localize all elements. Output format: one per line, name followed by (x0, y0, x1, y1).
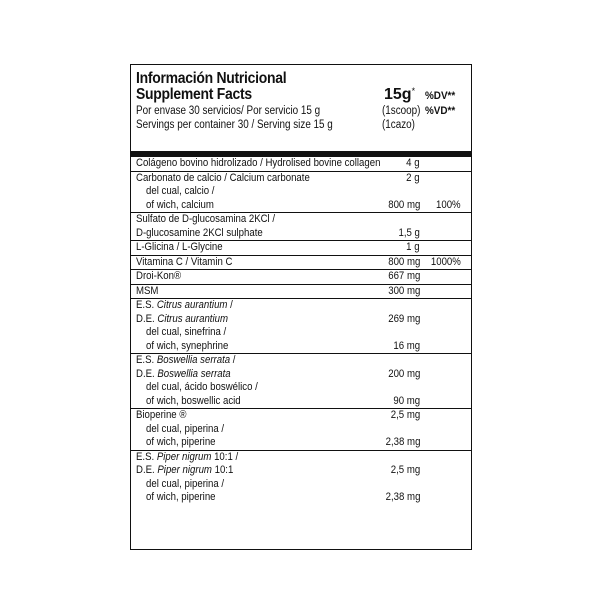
nutrient-label: of wich, calcium (146, 198, 214, 211)
title-english: Supplement Facts (136, 86, 252, 103)
nutrient-line (131, 227, 471, 241)
servings-spanish: Por envase 30 servicios/ Por servicio 15 g (136, 105, 321, 117)
label-prefix: D.E. (136, 367, 158, 380)
nutrient-line (131, 381, 471, 395)
nutrient-line (131, 478, 471, 492)
nutrient-line (131, 326, 471, 340)
nutrient-amount: 2,5 mg (390, 409, 420, 421)
scoop-english: (1scoop) (382, 105, 421, 117)
nutrient-amount: 2 g (406, 171, 420, 184)
label-suffix: 10:1 (211, 464, 234, 476)
nutrient-label: del cual, sinefrina / (146, 326, 227, 338)
supplement-facts-panel (130, 64, 472, 550)
nutrient-label: del cual, calcio / (146, 185, 215, 197)
nutrient-label (136, 368, 231, 382)
nutrient-label: del cual, piperina / (146, 422, 225, 435)
nutrient-label: Bioperine ® (136, 409, 187, 421)
nutrient-daily-value: 100% (436, 198, 461, 211)
nutrient-amount: 800 mg (387, 198, 420, 211)
label-species: Citrus aurantium (156, 299, 228, 311)
nutrient-label (136, 299, 233, 313)
nutrient-amount: 2,38 mg (385, 436, 420, 448)
serving-mark: * (411, 86, 416, 96)
nutrient-line (131, 354, 471, 368)
label-suffix: / (227, 299, 233, 311)
nutrient-label (136, 313, 228, 327)
nutrient-line (131, 313, 471, 327)
label-species: Boswellia serrata (157, 367, 231, 380)
nutrient-line (131, 464, 471, 478)
nutrient-amount: 2,5 mg (390, 464, 420, 476)
dv-header-english: %DV** (425, 90, 456, 102)
nutrient-line (131, 213, 471, 227)
nutrient-label: of wich, piperine (146, 436, 216, 448)
nutrient-label: of wich, boswellic acid (146, 394, 241, 407)
nutrient-amount: 300 mg (387, 284, 420, 297)
label-prefix: E.S. (136, 450, 157, 463)
serving-amount-value: 15g (384, 86, 412, 103)
label-species: Boswellia serrata (156, 354, 231, 366)
nutrient-line (131, 451, 471, 465)
nutrient-line (131, 436, 471, 450)
nutrient-amount: 2,38 mg (385, 491, 420, 503)
label-prefix: D.E. (136, 312, 158, 325)
nutrient-label: Droi-Kon® (136, 270, 182, 282)
nutrient-label: Vitamina C / Vitamin C (136, 255, 233, 268)
nutrient-amount: 1,5 g (398, 226, 420, 239)
nutrient-amount: 200 mg (387, 367, 420, 380)
nutrient-label: Carbonato de calcio / Calcium carbonate (136, 171, 310, 184)
nutrient-table (131, 157, 471, 505)
servings-english: Servings per container 30 / Serving size 15 g (136, 119, 333, 131)
scoop-spanish: (1cazo) (382, 119, 415, 131)
nutrient-row (131, 241, 471, 256)
nutrient-amount: 1 g (406, 241, 420, 253)
nutrient-label: MSM (136, 284, 159, 297)
nutrient-amount: 667 mg (387, 270, 420, 282)
nutrient-line (131, 172, 471, 186)
nutrient-row (131, 299, 471, 354)
nutrient-label: Colágeno bovino hidrolizado / Hydrolised bovine collagen (136, 157, 381, 169)
label-suffix: / (230, 354, 236, 366)
nutrient-label: of wich, synephrine (146, 339, 229, 352)
nutrient-label: L-Glicina / L-Glycine (136, 241, 223, 253)
nutrient-label: of wich, piperine (146, 491, 216, 503)
nutrient-line (131, 423, 471, 437)
nutrient-row (131, 285, 471, 300)
nutrient-row (131, 172, 471, 214)
nutrient-row (131, 409, 471, 451)
nutrient-line (131, 491, 471, 505)
nutrient-amount: 16 mg (393, 339, 420, 352)
label-prefix: E.S. (136, 354, 157, 366)
nutrient-amount: 269 mg (387, 312, 420, 325)
nutrient-line (131, 409, 471, 423)
label-prefix: D.E. (136, 464, 158, 476)
nutrient-row (131, 270, 471, 285)
nutrient-amount: 800 mg (387, 255, 420, 268)
label-species: Piper nigrum (156, 450, 212, 463)
nutrient-row (131, 256, 471, 271)
serving-amount (384, 87, 415, 103)
nutrient-amount: 4 g (406, 157, 420, 169)
nutrient-line (131, 299, 471, 313)
label-prefix: E.S. (136, 299, 157, 311)
nutrient-label (136, 464, 233, 478)
nutrient-line (131, 199, 471, 213)
dv-header-spanish: %VD** (425, 105, 456, 117)
nutrient-line (131, 270, 471, 284)
nutrient-line (131, 285, 471, 299)
nutrient-label: del cual, piperina / (146, 477, 225, 490)
nutrient-line (131, 395, 471, 409)
nutrient-row (131, 354, 471, 409)
nutrient-label: Sulfato de D-glucosamina 2KCl / (136, 213, 276, 225)
label-suffix: 10:1 / (211, 450, 239, 463)
nutrient-row (131, 451, 471, 505)
nutrient-amount: 90 mg (393, 394, 420, 407)
nutrient-line (131, 157, 471, 171)
nutrient-line (131, 241, 471, 255)
nutrient-label: del cual, ácido boswélico / (146, 381, 258, 393)
nutrient-line (131, 185, 471, 199)
nutrient-daily-value: 1000% (431, 255, 461, 268)
nutrient-label (136, 451, 238, 465)
nutrient-line (131, 368, 471, 382)
nutrient-label (136, 354, 235, 368)
nutrient-row (131, 157, 471, 172)
nutrient-line (131, 340, 471, 354)
nutrient-line (131, 256, 471, 270)
label-species: Citrus aurantium (157, 312, 228, 325)
nutrient-label: D-glucosamine 2KCl sulphate (136, 226, 263, 239)
label-species: Piper nigrum (157, 464, 212, 476)
nutrient-row (131, 213, 471, 241)
title-spanish: Información Nutricional (136, 70, 287, 87)
